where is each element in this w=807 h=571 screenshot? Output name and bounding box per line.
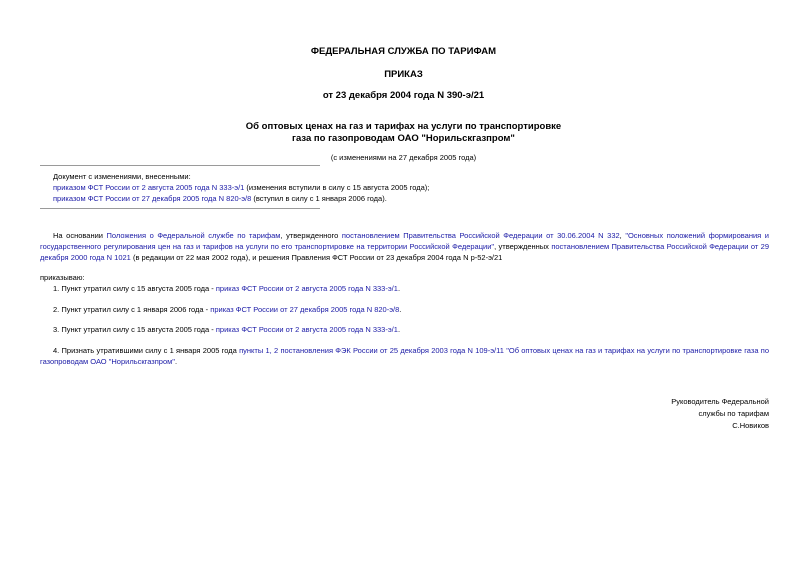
point-3-link[interactable]: приказ ФСТ России от 2 августа 2005 года N 333-э/1 xyxy=(215,325,398,334)
change-link-2[interactable]: приказом ФСТ России от 27 декабря 2005 года N 820-э/8 xyxy=(53,194,252,203)
changes-intro: Документ с изменениями, внесенными: xyxy=(53,172,191,181)
signature-block xyxy=(671,396,769,432)
order-word: приказываю: xyxy=(40,273,85,282)
point-4-link[interactable]: пункты 1, 2 постановления ФЭК России от 25 декабря 2003 года N 109-э/11 "Об оптовых ценах на газ и тарифах на услуги по транспортировке газа по газопроводам ОАО "Норильскгазпром" xyxy=(40,346,769,366)
changes-bottom-rule xyxy=(40,208,320,209)
signature-position-1: Руководитель Федеральной xyxy=(671,397,769,406)
doc-title-line-1: Об оптовых ценах на газ и тарифах на услуги по транспортировке xyxy=(245,121,562,132)
change-item: приказом ФСТ России от 27 декабря 2005 года N 820-э/8 (вступил в силу с 1 января 2006 года). xyxy=(53,194,387,203)
basis-link-decree-332[interactable]: постановлением Правительства Российской Федерации от 30.06.2004 N 332 xyxy=(341,231,620,240)
change-item: приказом ФСТ России от 2 августа 2005 года N 333-э/1 (изменения вступили в силу с 15 августа 2005 года); xyxy=(53,183,430,192)
doc-title-line-2: газа по газопроводам ОАО "Норильскгазпром" xyxy=(292,133,515,144)
point-2-link[interactable]: приказ ФСТ России от 27 декабря 2005 года N 820-э/8 xyxy=(210,305,400,314)
signature-name: С.Новиков xyxy=(732,421,769,430)
doc-date-number: от 23 декабря 2004 года N 390-э/21 xyxy=(322,90,485,101)
point-3: 3. Пункт утратил силу с 15 августа 2005 года - приказ ФСТ России от 2 августа 2005 года N 333-э/1. xyxy=(53,325,401,334)
basis-link-main-provisions[interactable]: "Основных положений формирования и государственного регулирования цен на газ и тарифов на услуги по его транспортировке на территории Российской Федерации" xyxy=(40,231,769,251)
amendment-note: (с изменениями на 27 декабря 2005 года) xyxy=(330,153,477,162)
basis-paragraph: На основании Положения о Федеральной службе по тарифам, утвержденного постановлением Правительства Российской Федерации от 30.06.2004 N 332, "Основных положений формирования и государственного регулирования цен на газ и тарифов на услуги по его транспортировке на территории Российской Федерации", утвержденных постановлением Правительства Российской Федерации от 29 декабря 2000 года N 1021 (в редакции от 22 мая 2002 года), и решения Правления ФСТ России от 23 декабря 2004 года N р-52-э/21 xyxy=(40,231,769,262)
basis-link-regulation[interactable]: Положения о Федеральной службе по тарифам xyxy=(106,231,281,240)
changes-top-rule xyxy=(40,165,320,166)
point-1-link[interactable]: приказ ФСТ России от 2 августа 2005 года N 333-э/1 xyxy=(215,284,398,293)
signature-position-2: службы по тарифам xyxy=(698,409,769,418)
agency-heading: ФЕДЕРАЛЬНАЯ СЛУЖБА ПО ТАРИФАМ xyxy=(310,46,497,57)
point-2: 2. Пункт утратил силу с 1 января 2006 года - приказ ФСТ России от 27 декабря 2005 года N 820-э/8. xyxy=(53,305,402,314)
point-1: 1. Пункт утратил силу с 15 августа 2005 года - приказ ФСТ России от 2 августа 2005 года N 333-э/1. xyxy=(53,284,401,293)
basis-link-decree-1021[interactable]: постановлением Правительства Российской Федерации от 29 декабря 2000 года N 1021 xyxy=(40,242,769,262)
doc-type-heading: ПРИКАЗ xyxy=(384,69,423,80)
point-4: 4. Признать утратившими силу с 1 января 2005 года пункты 1, 2 постановления ФЭК России от 25 декабря 2003 года N 109-э/11 "Об оптовых ценах на газ и тарифах на услуги по транспортировке газа по газопроводам ОАО "Норильскгазпром". xyxy=(40,346,769,366)
change-link-1[interactable]: приказом ФСТ России от 2 августа 2005 года N 333-э/1 xyxy=(53,183,245,192)
